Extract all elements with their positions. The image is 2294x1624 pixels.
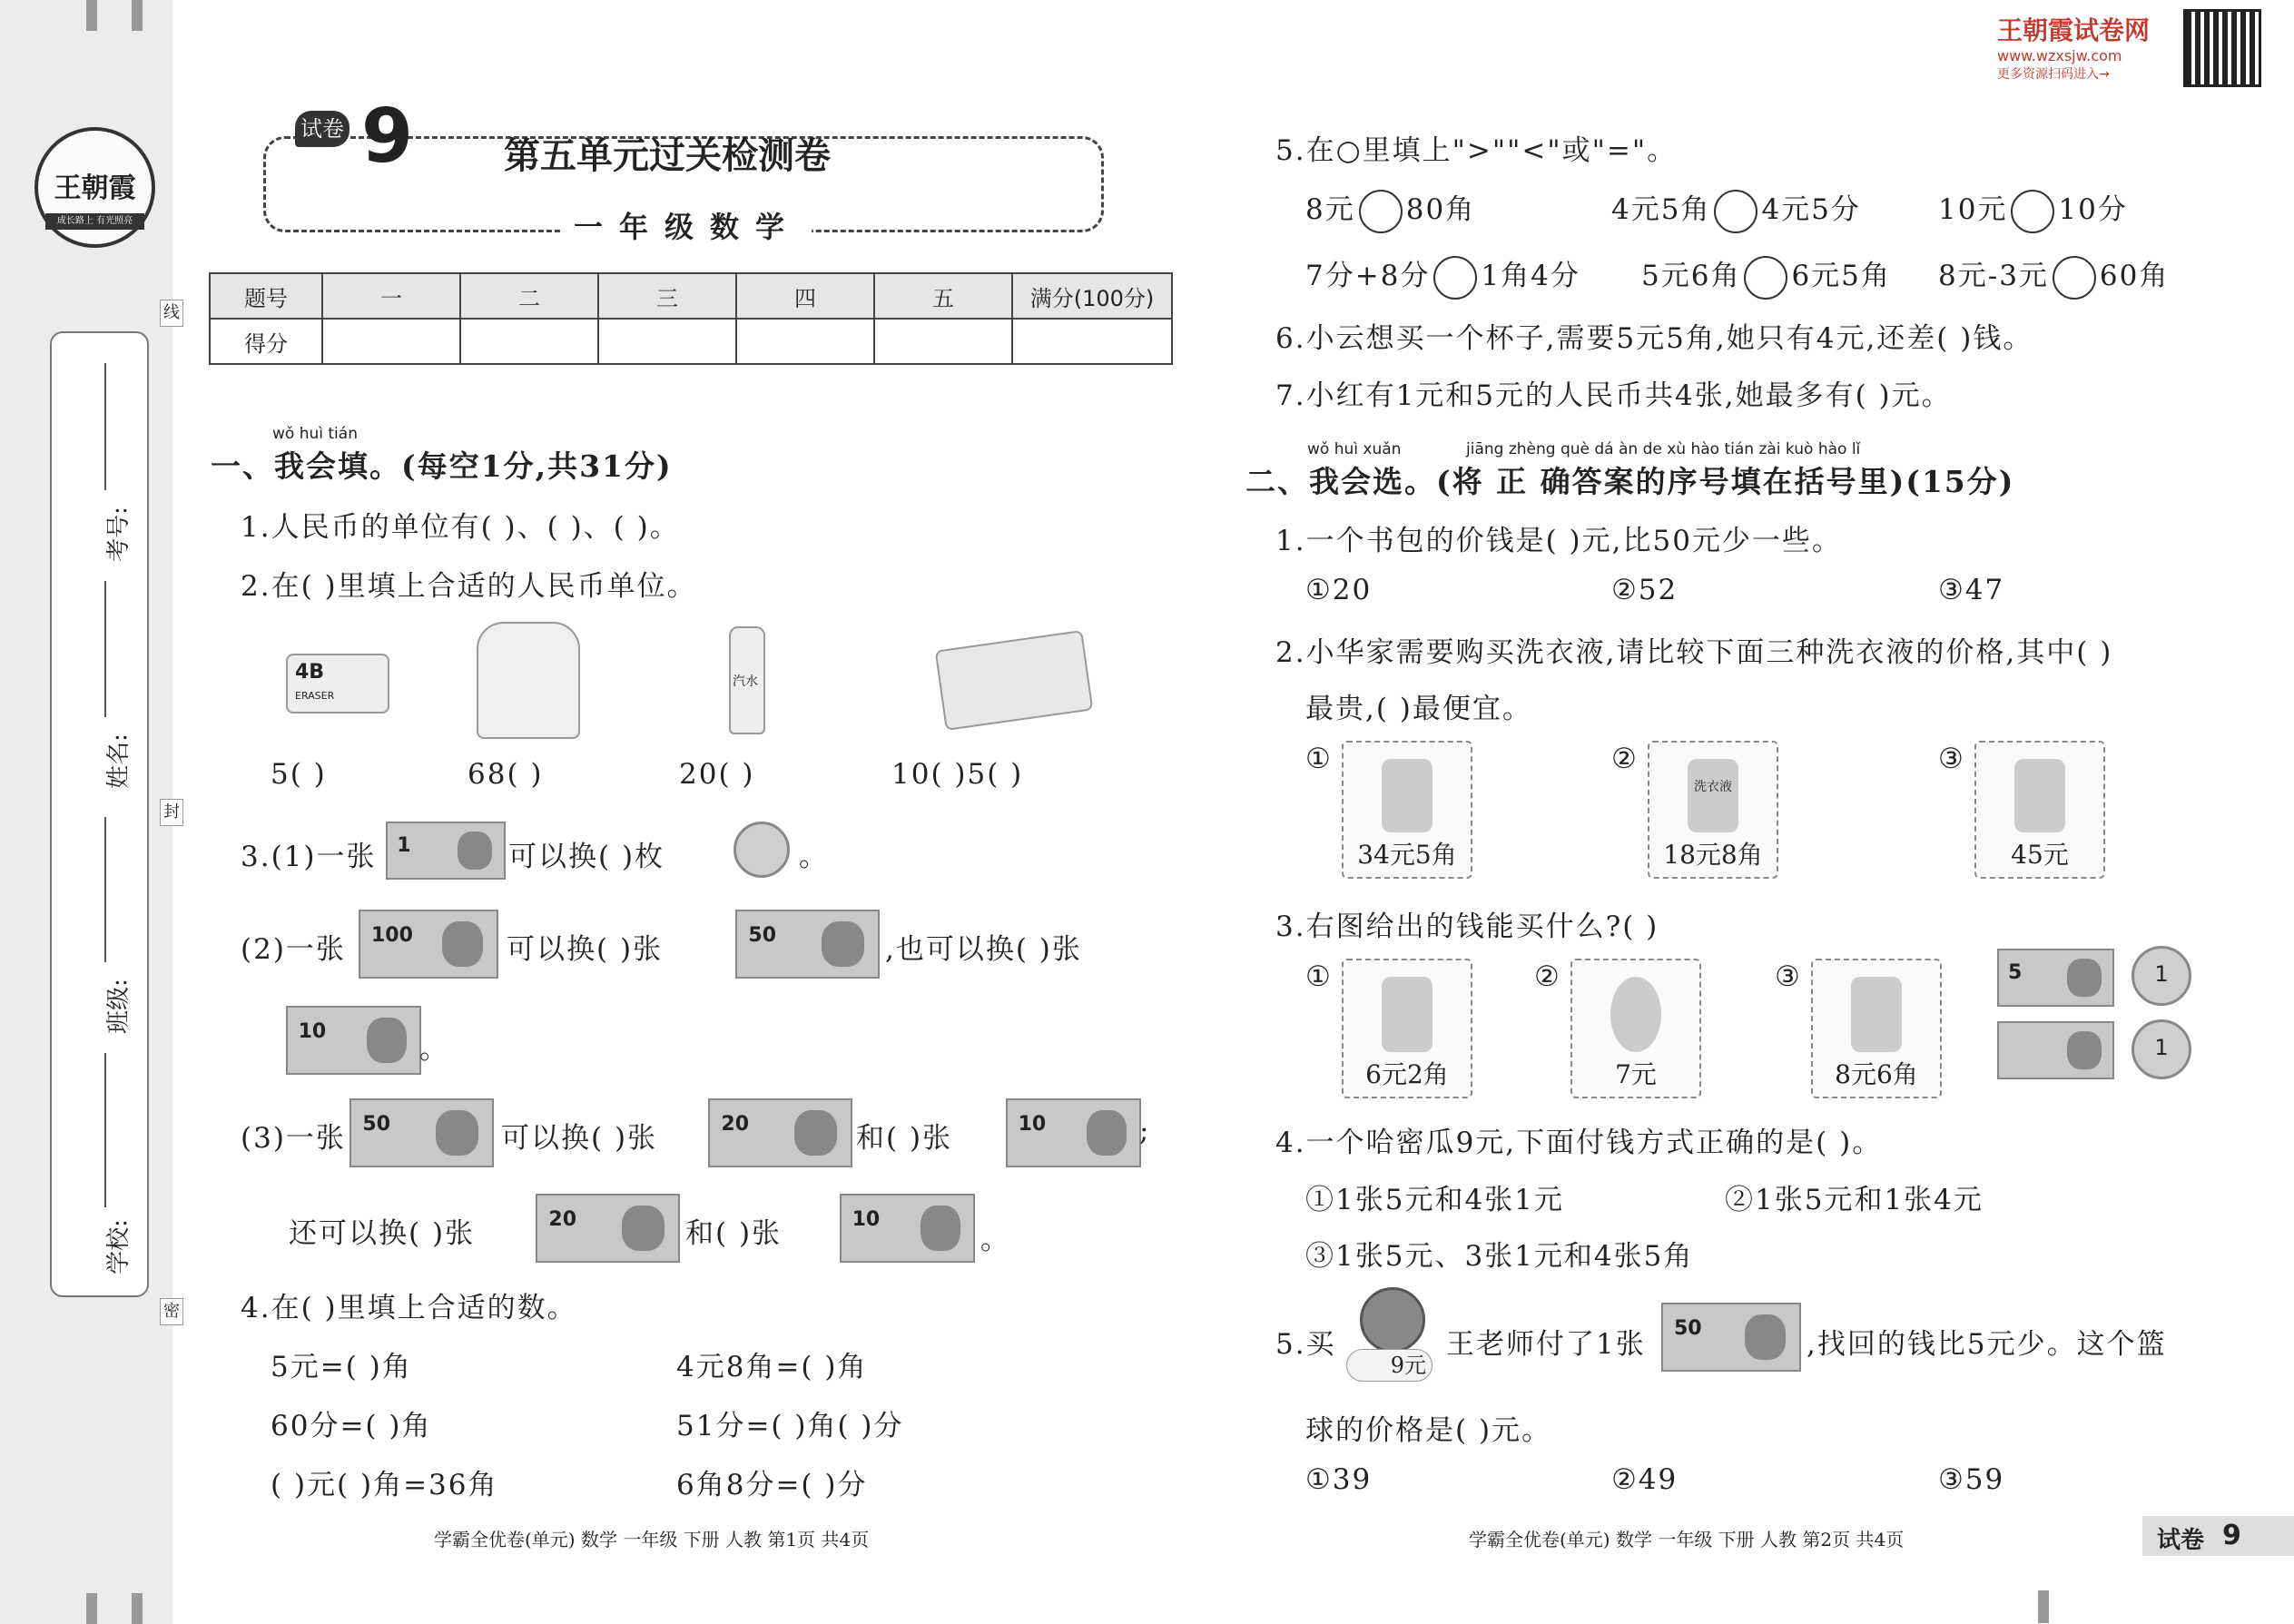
teddy-bear-card: [1570, 959, 1701, 1098]
logo-text: 王朝霞: [54, 172, 136, 204]
score-cell[interactable]: [736, 319, 874, 364]
pinyin: wǒ huì tián: [272, 425, 358, 443]
q3-3-text: (3)一张: [241, 1122, 346, 1155]
binding-mark: [132, 0, 143, 31]
q3-1-text: 3.(1)一张: [241, 841, 377, 873]
banknote-10-yuan: [286, 1006, 421, 1075]
table-cell: 五: [874, 273, 1012, 319]
site-more: 更多资源扫码进入→: [1997, 67, 2110, 82]
q3-3-text: 可以换( )张: [501, 1122, 658, 1155]
hoodie-image: [477, 622, 580, 739]
name-label: 姓名:: [104, 733, 133, 789]
price-label: 18元8角: [1663, 840, 1763, 870]
exam-number-label: 考号:: [104, 507, 133, 562]
question-1: 1.人民币的单位有( )、( )、( )。: [241, 511, 680, 544]
q3-3-text: 。: [980, 1224, 1010, 1256]
banknote-20-yuan: [708, 1098, 852, 1167]
pinyin: jiāng zhèng què dá àn de xù hào tián zài kuò hào lǐ: [1466, 440, 1861, 458]
pack-label: 洗衣液: [1694, 779, 1732, 794]
page-tag: [2142, 1516, 2294, 1556]
detergent-pack-card: [1648, 741, 1778, 879]
price-label: 45元: [2011, 840, 2069, 870]
banknote-100-yuan: [359, 910, 498, 979]
table-cell: 四: [736, 273, 874, 319]
note-value: 10: [298, 1020, 327, 1044]
compare-circle[interactable]: [1744, 256, 1787, 300]
seal-char-secret: 密: [160, 1298, 183, 1325]
choice-option: ①20: [1305, 574, 1373, 606]
compare-left: 7分+8分: [1305, 260, 1431, 292]
option-number: ②: [1534, 960, 1561, 993]
seal-char-seal: 封: [160, 799, 183, 826]
q3-3-text: 还可以换( )张: [289, 1217, 476, 1250]
pencil-case-image: [935, 630, 1094, 731]
compare-left: 8元: [1305, 193, 1355, 226]
q4-item: 51分=( )角( )分: [676, 1410, 904, 1442]
score-cell[interactable]: [874, 319, 1012, 364]
compare-circle[interactable]: [1714, 190, 1757, 233]
choice-5-text: ,找回的钱比5元少。这个篮: [1807, 1328, 2167, 1361]
note-value: 5: [2008, 961, 2023, 984]
compare-circle[interactable]: [2011, 190, 2054, 233]
choice-option: ③1张5元、3张1元和4张5角: [1305, 1240, 1694, 1273]
footer-right: 学霸全优卷(单元) 数学 一年级 下册 人教 第2页 共4页: [1469, 1529, 1905, 1550]
class-line[interactable]: [104, 817, 106, 962]
choice-3: 3.右图给出的钱能买什么?( ): [1275, 910, 1659, 943]
choice-option: ③59: [1938, 1463, 2005, 1496]
compare-item: [1305, 252, 1580, 300]
compare-circle[interactable]: [1433, 256, 1477, 300]
section-1-title: 一、我会填。(每空1分,共31分): [211, 448, 673, 484]
q4-item: 5元=( )角: [271, 1351, 412, 1383]
price-label: 6元2角: [1365, 1059, 1449, 1089]
banknote-1-jiao: [1997, 1021, 2114, 1079]
compare-item: [1305, 186, 1475, 233]
q2-item: 10( )5( ): [891, 758, 1024, 791]
choice-5-text: 王老师付了1张: [1446, 1328, 1646, 1361]
class-label: 班级:: [104, 979, 133, 1034]
table-cell: 得分: [210, 319, 322, 364]
banknote-1-yuan: [386, 822, 506, 880]
q3-3-text: ;: [1139, 1115, 1151, 1147]
eraser-image: [286, 654, 389, 714]
q4-item: 60分=( )角: [271, 1410, 432, 1442]
option-number: ①: [1305, 743, 1333, 775]
compare-circle[interactable]: [1359, 190, 1403, 233]
table-cell: 满分(100分): [1012, 273, 1172, 319]
logo-subtitle: 成长路上 有光照亮: [45, 213, 144, 230]
q4-item: 6角8分=( )分: [676, 1469, 868, 1501]
question-2: 2.在( )里填上合适的人民币单位。: [241, 570, 697, 603]
compare-right: 60角: [2099, 260, 2170, 292]
eraser-text: 4B: [295, 661, 325, 684]
exam-number-line[interactable]: [104, 363, 106, 490]
compare-item: [1641, 252, 1891, 300]
section-2-title: 二、我会选。(将 正 确答案的序号填在括号里)(15分): [1245, 464, 2015, 499]
choice-4: 4.一个哈密瓜9元,下面付钱方式正确的是( )。: [1275, 1127, 1883, 1159]
page-tag-label: 试卷: [2157, 1527, 2205, 1554]
note-value: 50: [362, 1113, 391, 1137]
q3-2-text: ,也可以换( )张: [885, 933, 1082, 966]
choice-option: ①39: [1305, 1463, 1373, 1496]
compare-right: 4元5分: [1761, 193, 1861, 226]
option-number: ①: [1305, 960, 1333, 993]
option-number: ③: [1938, 743, 1965, 775]
note-value: 10: [852, 1208, 881, 1232]
q3-2-text: 。: [419, 1033, 449, 1066]
note-value: 20: [721, 1113, 750, 1137]
binding-mark: [86, 0, 97, 31]
score-cell[interactable]: [598, 319, 736, 364]
table-cell: 题号: [210, 273, 322, 319]
choice-2: 2.小华家需要购买洗衣液,请比较下面三种洗衣液的价格,其中( ): [1275, 636, 2113, 669]
choice-2-cont: 最贵,( )最便宜。: [1305, 693, 1532, 725]
compare-right: 80角: [1405, 193, 1476, 226]
bottle-label: 汽水: [733, 674, 758, 689]
question-4: 4.在( )里填上合适的数。: [241, 1292, 577, 1324]
banknote-50-yuan: [350, 1098, 494, 1167]
banknote-50-yuan: [1661, 1303, 1801, 1372]
grade-subtitle: 一年级数学: [563, 204, 812, 246]
name-line[interactable]: [104, 581, 106, 717]
compare-item: [1938, 186, 2128, 233]
qr-code-icon[interactable]: [2183, 9, 2261, 87]
compare-left: 5元6角: [1641, 260, 1741, 292]
table-cell: 一: [322, 273, 460, 319]
banknote-50-yuan: [735, 910, 880, 979]
banknote-10-yuan: [1006, 1098, 1141, 1167]
site-name: 王朝霞试卷网: [1997, 15, 2151, 45]
choice-option: ②49: [1611, 1463, 1679, 1496]
seal-char-line: 线: [160, 300, 183, 327]
price-label: 34元5角: [1357, 840, 1457, 870]
choice-option: ③47: [1938, 574, 2005, 606]
footer-left: 学霸全优卷(单元) 数学 一年级 下册 人教 第1页 共4页: [434, 1529, 870, 1550]
choice-5: 5.买: [1275, 1328, 1336, 1361]
q4-item: ( )元( )角=36角: [271, 1469, 498, 1501]
option-number: ③: [1775, 960, 1802, 993]
q3-3-text: 和( )张: [685, 1217, 783, 1250]
choice-1: 1.一个书包的价钱是( )元,比50元少一些。: [1275, 525, 1842, 557]
page-title: 第五单元过关检测卷: [504, 134, 831, 177]
q4-item: 4元8角=( )角: [676, 1351, 868, 1383]
q3-2-text: 可以换( )张: [507, 933, 664, 966]
compare-item: [1938, 252, 2169, 300]
choice-option: ②52: [1611, 574, 1679, 606]
table-row: [210, 319, 1172, 364]
coin-value: 1: [2154, 961, 2169, 987]
note-value: 20: [548, 1208, 577, 1232]
score-table: [209, 272, 1173, 365]
note-value: 50: [748, 924, 777, 948]
school-label: 学校:: [104, 1219, 133, 1275]
price-label: 8元6角: [1835, 1059, 1918, 1089]
pinyin: wǒ huì xuǎn: [1307, 440, 1402, 458]
compare-item: [1611, 186, 1861, 233]
binding-mark: [86, 1593, 97, 1624]
coin-icon: [733, 822, 790, 878]
site-url[interactable]: www.wzxsjw.com: [1997, 47, 2122, 64]
toy-plane-card: [1811, 959, 1942, 1098]
choice-5-cont: 球的价格是( )元。: [1305, 1414, 1552, 1447]
q3-1-text: 。: [799, 841, 829, 873]
note-value: 100: [371, 924, 413, 948]
compare-left: 4元5角: [1611, 193, 1711, 226]
question-5: 5.在○里填上">""<"或"="。: [1275, 134, 1678, 167]
score-cell[interactable]: [1012, 319, 1172, 364]
banknote-5-yuan: [1997, 949, 2114, 1007]
price-label: 7元: [1615, 1059, 1657, 1089]
note-value: 50: [1674, 1317, 1702, 1341]
basketball-price-tag: 9元: [1346, 1349, 1433, 1382]
choice-option: ①1张5元和4张1元: [1305, 1184, 1564, 1216]
eraser-subtext: ERASER: [295, 690, 335, 702]
page-tag-number: 9: [2222, 1520, 2241, 1551]
basketball-icon: [1360, 1287, 1425, 1353]
detergent-bottle-card: [1342, 741, 1472, 879]
coin-1-yuan-icon: [2132, 1019, 2191, 1079]
coin-1-yuan-icon: [2132, 946, 2191, 1006]
student-info-box: [50, 331, 149, 1297]
score-cell[interactable]: [322, 319, 460, 364]
compare-left: 10元: [1938, 193, 2008, 226]
banknote-10-yuan: [840, 1194, 975, 1263]
score-cell[interactable]: [460, 319, 598, 364]
compare-left: 8元-3元: [1938, 260, 2049, 292]
q3-3-text: 和( )张: [856, 1122, 953, 1155]
q2-item: 20( ): [679, 758, 755, 791]
q3-1-text: 可以换( )枚: [508, 841, 665, 873]
toy-boat-card: [1342, 959, 1472, 1098]
brand-logo: [34, 127, 155, 248]
choice-option: ②1张5元和1张4元: [1725, 1184, 1984, 1216]
table-row: [210, 273, 1172, 319]
compare-right: 10分: [2058, 193, 2128, 226]
binding-mark: [132, 1593, 143, 1624]
coin-value: 1: [2154, 1035, 2169, 1060]
soda-bottle-image: [729, 626, 765, 734]
compare-circle[interactable]: [2053, 256, 2096, 300]
paper-number: 9: [361, 94, 414, 180]
table-cell: 二: [460, 273, 598, 319]
compare-right: 6元5角: [1791, 260, 1891, 292]
q2-item: 5( ): [271, 758, 327, 791]
site-brand: [1997, 11, 2150, 83]
note-value: 10: [1018, 1113, 1047, 1137]
question-7: 7.小红有1元和5元的人民币共4张,她最多有( )元。: [1275, 379, 1952, 412]
binding-mark: [2038, 1590, 2049, 1623]
option-number: ②: [1611, 743, 1639, 775]
paper-badge: 试卷: [295, 111, 350, 147]
banknote-20-yuan: [536, 1194, 680, 1263]
q2-item: 68( ): [468, 758, 544, 791]
table-cell: 三: [598, 273, 736, 319]
compare-right: 1角4分: [1481, 260, 1580, 292]
q3-2-text: (2)一张: [241, 933, 346, 966]
detergent-jug-card: [1974, 741, 2105, 879]
question-6: 6.小云想买一个杯子,需要5元5角,她只有4元,还差( )钱。: [1275, 322, 2033, 355]
school-line[interactable]: [104, 1053, 106, 1207]
note-value: 1: [397, 834, 411, 857]
